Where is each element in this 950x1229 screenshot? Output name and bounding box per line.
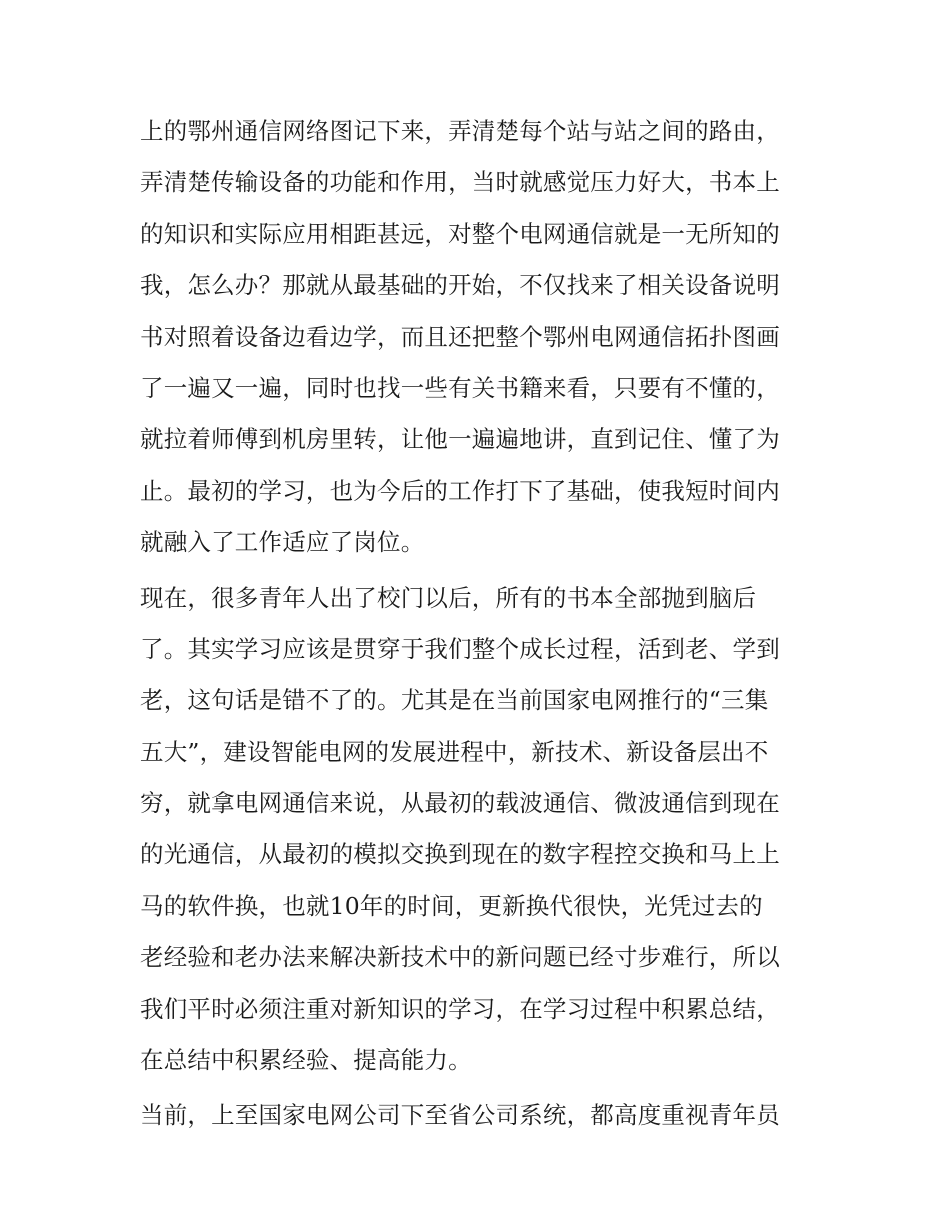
- paragraph-1: [140, 106, 820, 569]
- text-line: 书对照着设备边看边学，而且还把整个鄂州电网通信拓扑图画: [140, 322, 780, 351]
- body-text: [140, 106, 820, 1142]
- text-line: 穷，就拿电网通信来说，从最初的载波通信、微波通信到现在: [140, 789, 780, 818]
- text-line: 马的软件换，也就10年的时间，更新换代很快，光凭过去的: [140, 891, 763, 920]
- text-line: 止。最初的学习，也为今后的工作打下了基础，使我短时间内: [140, 476, 780, 505]
- paragraph-2: [140, 573, 820, 1087]
- text-line: 了一遍又一遍，同时也找一些有关书籍来看，只要有不懂的，: [140, 373, 780, 402]
- text-line: 我们平时必须注重对新知识的学习，在学习过程中积累总结，: [140, 994, 780, 1023]
- text-line: 老经验和老办法来解决新技术中的新问题已经寸步难行，所以: [140, 943, 780, 972]
- text-line: 在总结中积累经验、提高能力。: [140, 1046, 472, 1075]
- text-line: 现在，很多青年人出了校门以后，所有的书本全部抛到脑后: [140, 583, 757, 612]
- text-line: 的光通信，从最初的模拟交换到现在的数字程控交换和马上上: [140, 840, 780, 869]
- text-line: 的知识和实际应用相距甚远，对整个电网通信就是一无所知的: [140, 219, 780, 248]
- text-line: 就拉着师傅到机房里转，让他一遍遍地讲，直到记住、懂了为: [140, 425, 780, 454]
- text-line: 就融入了工作适应了岗位。: [140, 528, 425, 557]
- paragraph-3: [140, 1090, 820, 1141]
- text-line: 我，怎么办？那就从最基础的开始，不仅找来了相关设备说明: [140, 271, 780, 300]
- text-line: 上的鄂州通信网络图记下来，弄清楚每个站与站之间的路由，: [140, 117, 780, 145]
- text-line: 五大”，建设智能电网的发展进程中，新技术、新设备层出不: [140, 737, 769, 766]
- text-line: 当前，上至国家电网公司下至省公司系统，都高度重视青年员: [140, 1101, 780, 1130]
- text-line: 老，这句话是错不了的。尤其是在当前国家电网推行的“三集: [140, 686, 769, 715]
- text-line: 弄清楚传输设备的功能和作用，当时就感觉压力好大，书本上: [140, 168, 780, 197]
- text-line: 了。其实学习应该是贯穿于我们整个成长过程，活到老、学到: [140, 634, 780, 663]
